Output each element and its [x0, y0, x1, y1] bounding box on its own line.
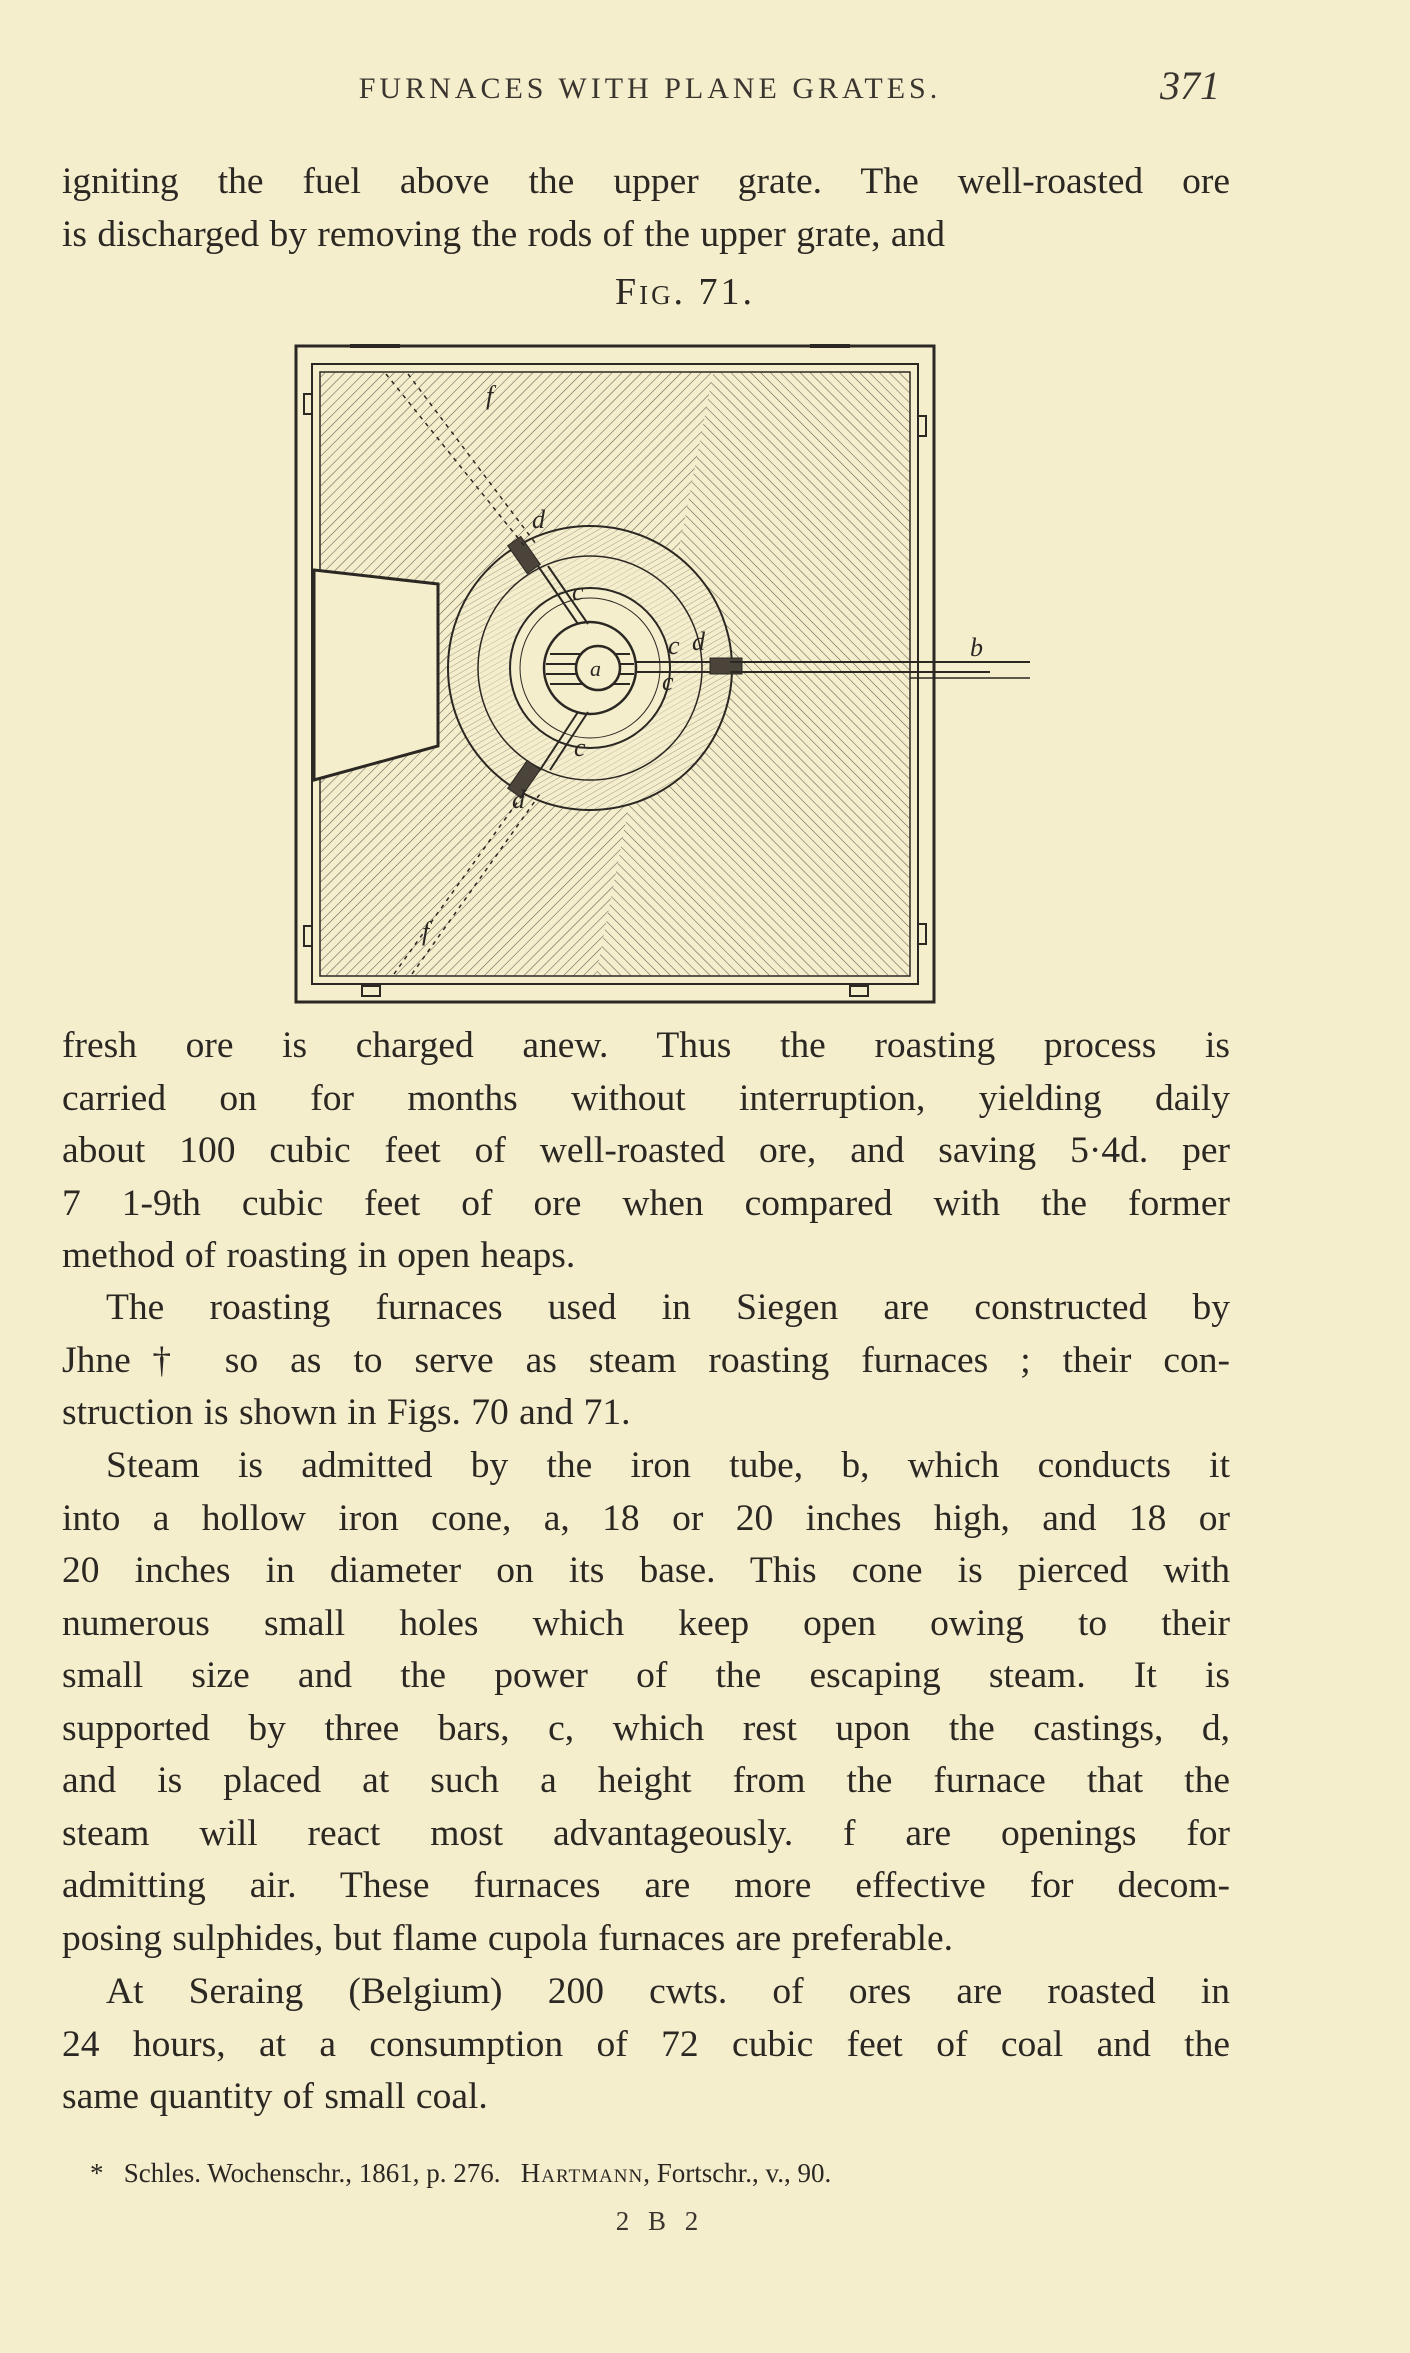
text-line: carried on for months without interruption, yielding daily	[62, 1077, 1230, 1119]
text-line: Steam is admitted by the iron tube, b, which conducts it	[106, 1445, 1230, 1486]
label-d-right: d	[692, 627, 705, 656]
signature-mark: 2 B 2	[615, 2206, 705, 2236]
paragraph-3	[62, 1440, 1230, 1965]
text-line: admitting air. These furnaces are more effective for decom-	[62, 1865, 1230, 1906]
label-f-top: f	[486, 381, 494, 410]
text-line: method of roasting in open heaps.	[62, 1235, 576, 1276]
label-c-right2: c	[662, 667, 674, 696]
running-head: FURNACES WITH PLANE GRATES.	[358, 72, 942, 105]
text-line: The roasting furnaces used in Siegen are constructed by	[106, 1287, 1230, 1328]
paragraph-4	[62, 1966, 1230, 2124]
footnote-marker: *	[90, 2158, 104, 2188]
text-line: Jhne† so as to serve as steam roasting furnaces ; their con-	[62, 1339, 1230, 1381]
label-d-top: d	[532, 505, 545, 534]
page-number: 371	[1160, 63, 1220, 108]
text-line: small size and the power of the escaping steam. It is	[62, 1655, 1230, 1696]
text-line: igniting the fuel above the upper grate. The well-roasted ore	[62, 161, 1230, 202]
label-c-top: c	[572, 577, 584, 606]
text-line: supported by three bars, c, which rest upon the castings, d,	[62, 1707, 1230, 1749]
label-b-tube: b	[970, 633, 983, 662]
text-line: 24 hours, at a consumption of 72 cubic feet of coal and the	[62, 2023, 1230, 2065]
footnote-citation-rest: , Fortschr., v., 90.	[643, 2158, 832, 2188]
text-line: posing sulphides, but flame cupola furnaces are preferable.	[62, 1917, 954, 1959]
text-line: and is placed at such a height from the furnace that the	[62, 1760, 1230, 1801]
paragraph-2	[62, 1282, 1230, 1440]
footnote-author: Hartmann	[520, 2158, 644, 2188]
label-f-bottom: f	[422, 917, 430, 946]
paragraph-1	[62, 1020, 1230, 1283]
text-line: struction is shown in Figs. 70 and 71.	[62, 1392, 631, 1433]
label-c-right: c	[668, 631, 680, 660]
text-line: same quantity of small coal.	[62, 2076, 488, 2117]
text-line: about 100 cubic feet of well-roasted ore, and saving 5·4d. per	[62, 1130, 1230, 1171]
label-c-bottom: c	[574, 733, 586, 762]
text-line: 7 1-9th cubic feet of ore when compared with the former	[62, 1182, 1230, 1224]
figure-caption-text: Fig. 71.	[614, 271, 756, 313]
footnote-citation: Schles. Wochenschr., 1861, p. 276.	[123, 2158, 501, 2188]
text-line: 20 inches in diameter on its base. This cone is pierced with	[62, 1550, 1230, 1591]
text-line: At Seraing (Belgium) 200 cwts. of ores are roasted in	[106, 1971, 1230, 2012]
text-line: fresh ore is charged anew. Thus the roasting process is	[62, 1025, 1230, 1066]
figure-caption	[520, 270, 850, 314]
text-line: into a hollow iron cone, a, 18 or 20 inches high, and 18 or	[62, 1497, 1230, 1539]
label-a-center: a	[590, 656, 601, 681]
footnote	[90, 2158, 1190, 2189]
text-line: steam will react most advantageously. f are openings for	[62, 1812, 1230, 1854]
text-line: numerous small holes which keep open owing to their	[62, 1602, 1230, 1644]
text-line: is discharged by removing the rods of the upper grate, and	[62, 213, 946, 255]
furnace-door	[314, 570, 438, 780]
paragraph-top	[62, 156, 1230, 261]
label-d-bottom: d	[512, 785, 525, 814]
furnace-plan-figure	[290, 338, 1030, 1006]
